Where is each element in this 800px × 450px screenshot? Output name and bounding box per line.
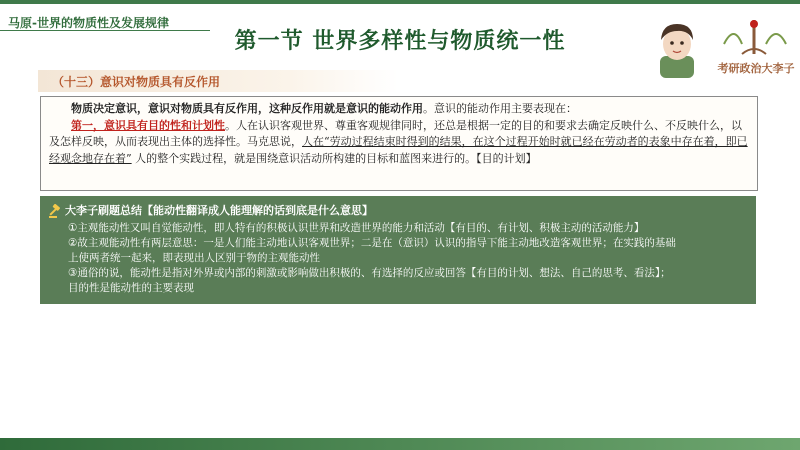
breadcrumb: 马原-世界的物质性及发展规律 [8, 16, 169, 30]
paragraph-2 [49, 118, 749, 168]
brand-name: 考研政治大李子 [717, 62, 795, 75]
teacher-avatar-icon [646, 16, 708, 78]
summary-line-5: 目的性是能动性的主要表现 [68, 282, 194, 294]
section-heading-bar [38, 70, 398, 92]
paragraph-1 [49, 101, 749, 118]
marx-quote: 人在“劳动过程结束时得到的结果，在这个过程开始时就已经在劳动者的表象中存在着，即已经观念地存在着” [49, 135, 748, 165]
section-title: （十三）意识对物质具有反作用 [52, 75, 221, 89]
slide-header [0, 4, 800, 75]
summary-line-3: 上使两者统一起来，即表现出人区别于物的主观能动性 [68, 252, 320, 264]
summary-box [40, 196, 756, 304]
gavel-icon [48, 204, 62, 218]
summary-line-1: ①主观能动性又叫自觉能动性，即人特有的积极认识世界和改造世界的能力和活动【有目的、有计划、积极主动的活动能力】 [68, 222, 645, 234]
content-box [40, 96, 758, 191]
thesis-rest-text: 。意识的能动作用主要表现在： [423, 102, 577, 115]
summary-line-2: ②故主观能动性有两层意思：一是人们能主动地认识客观世界；二是在（意识）认识的指导下能主动地改造客观世界；在实践的基础 [68, 237, 676, 249]
bottom-accent-bar [0, 438, 800, 450]
paragraph-2-text-a: 。人在认识客观世界、尊重客观规律同时，还总是根据一定的目的和要求去确定反映什么、不反映什么，以及怎样反映，从而表现出主体的选择性。马克思说， [49, 118, 742, 148]
paragraph-2-text-b: 人的整个实践过程，就是围绕意识活动所构建的目标和蓝图来进行的。【目的计划】 [131, 151, 537, 165]
page-title: 第一节 世界多样性与物质统一性 [234, 29, 566, 54]
thesis-bold-text: 物质决定意识，意识对物质具有反作用，这种反作用就是意识的能动作用 [71, 102, 423, 115]
summary-line-4: ③通俗的说，能动性是指对外界或内部的刺激或影响做出积极的、有选择的反应或回答【有目的计划、想法、自己的思考、看法】； [68, 267, 671, 279]
summary-heading [48, 202, 373, 218]
first-point-highlight: 第一，意识具有目的性和计划性 [71, 118, 225, 132]
summary-heading-text: 大李子刷题总结【能动性翻译成人能理解的话到底是什么意思】 [65, 204, 373, 217]
content-text [49, 101, 749, 167]
